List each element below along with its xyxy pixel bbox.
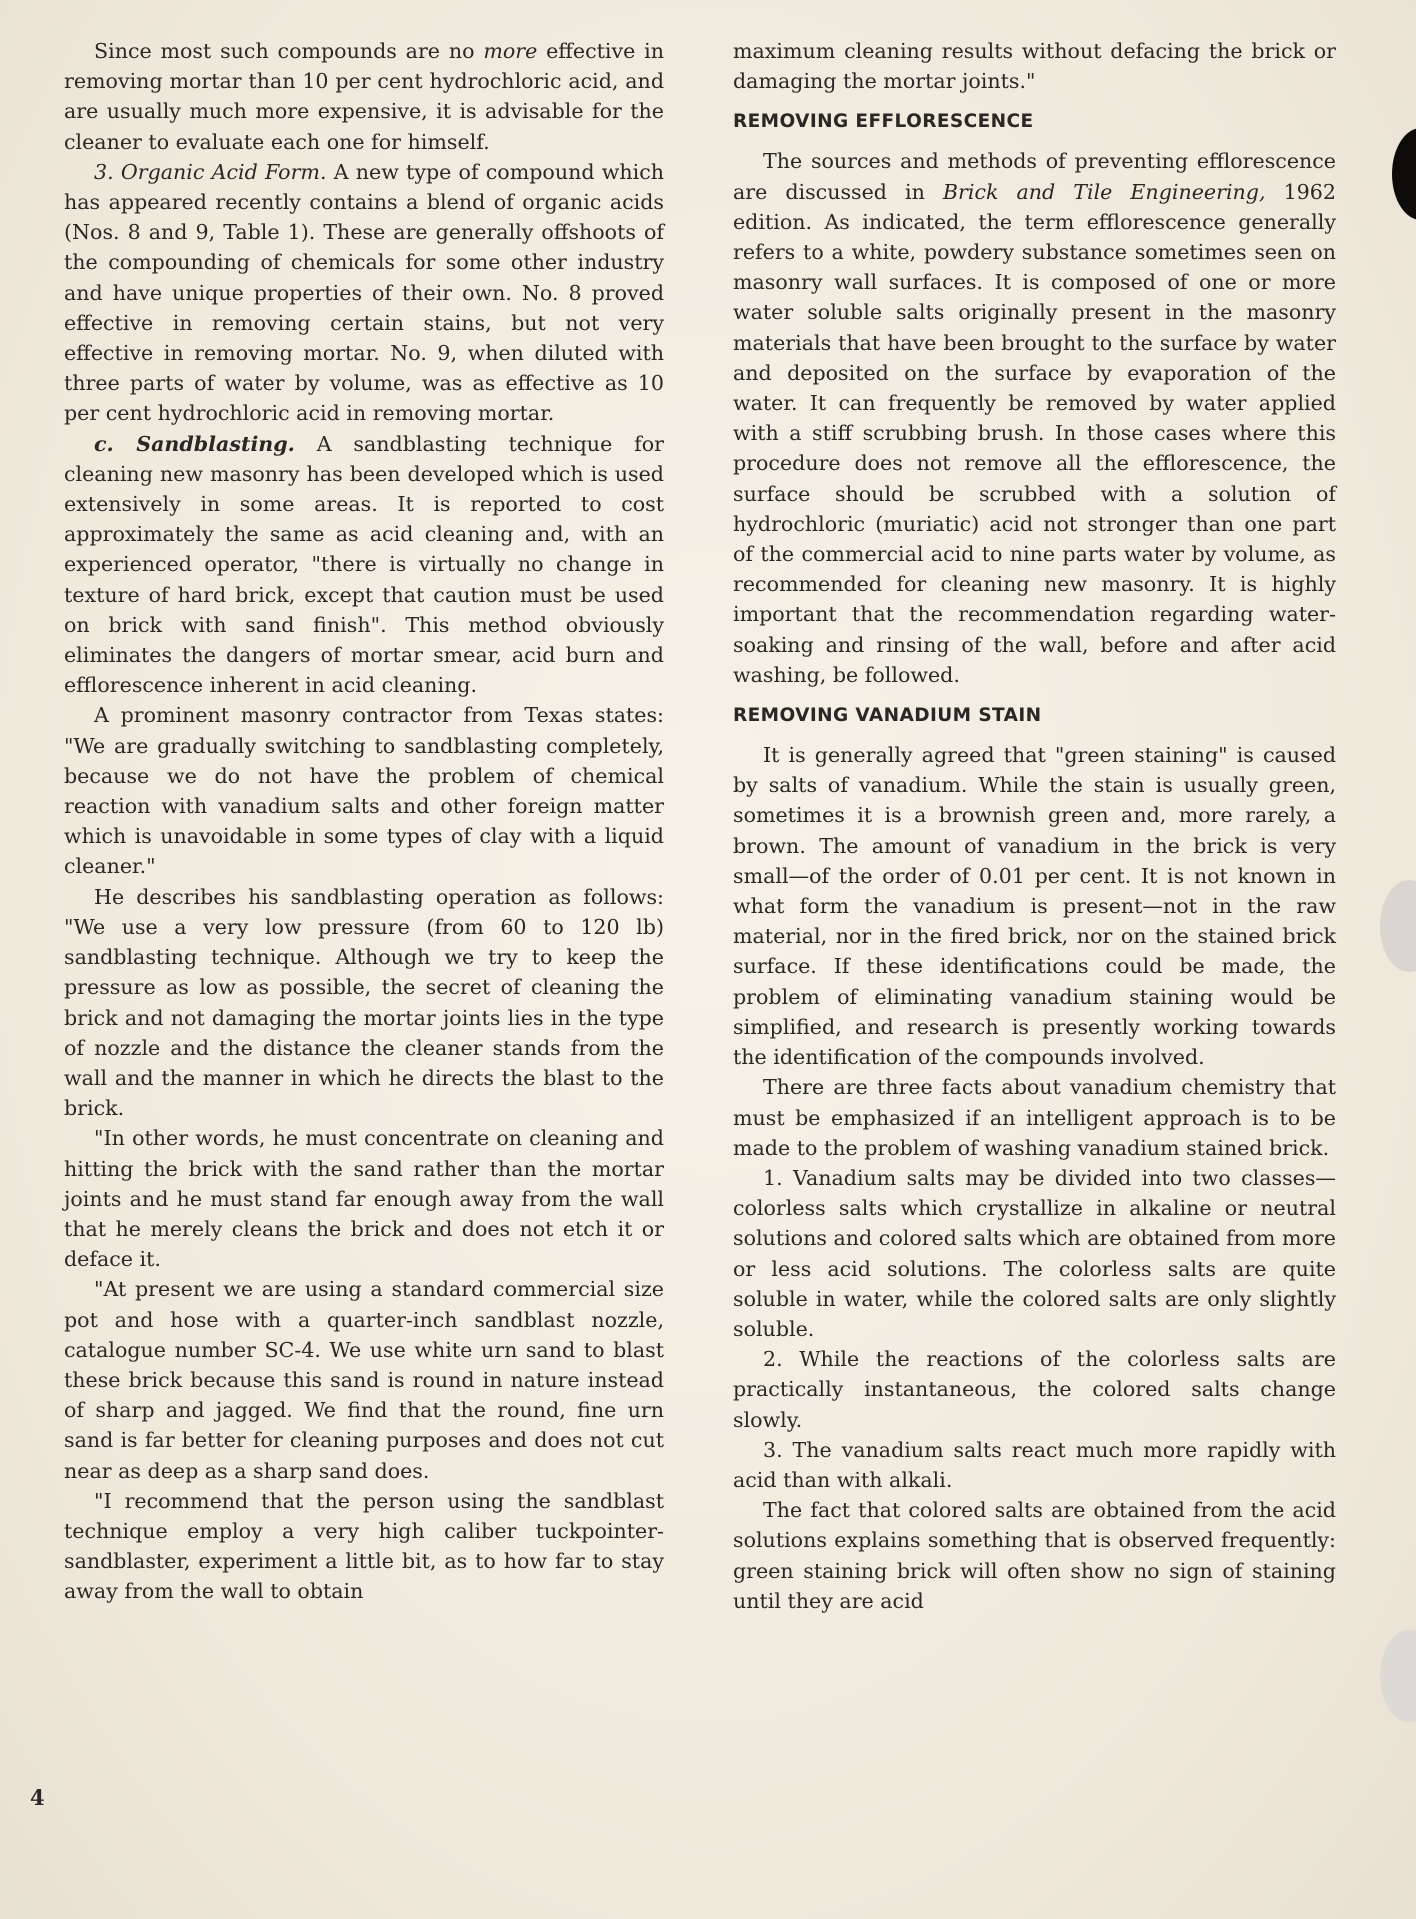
section-heading: REMOVING EFFLORESCENCE [733,111,1034,133]
paragraph: A prominent masonry contractor from Texas states: "We are gradually switching to sandblasting completely, because we do not have the problem of chemical reaction with vanadium salts and other foreign matter which is unavoidable in some types of clay with a liquid cleaner." [64,703,664,879]
page-number: 4 [30,1785,45,1810]
paragraph: 2. While the reactions of the colorless salts are practically instantaneous, the colored salts change slowly. [733,1347,1336,1432]
punch-hole-icon [1380,1630,1416,1722]
paragraph [64,157,664,429]
emphasis: Brick and Tile Engineering, [942,179,1266,204]
paragraph: The fact that colored salts are obtained from the acid solutions explains something that is observed frequently: green staining brick will often show no sign of staining until they are acid [733,1498,1336,1613]
punch-hole-icon [1392,128,1416,220]
paragraph [64,36,664,157]
run-in-heading: c. Sandblasting. [94,431,295,456]
paragraph: "In other words, he must concentrate on cleaning and hitting the brick with the sand rather than the mortar joints and he must stand far enough away from the wall that he merely cleans the brick and does not etch it or deface it. [64,1126,664,1272]
right-column [733,36,1336,1616]
section-heading: REMOVING VANADIUM STAIN [733,705,1042,727]
text-run: A new type of compound which has appeared recently contains a blend of organic acids (Nos. 8 and 9, Table 1). These are generally offshoots of the compounding of chemicals for some other industry and have unique properties of their own. No. 8 proved effective in removing certain stains, but not very effective in removing mortar. No. 9, when diluted with three parts of water by volume, was as effective as 10 per cent hydrochloric acid in removing mortar. [64,159,665,426]
paragraph: 1. Vanadium salts may be divided into two classes—colorless salts which crystallize in alkaline or neutral solutions and colored salts which are obtained from more or less acid solutions. The colorless salts are quite soluble in water, while the colored salts are only slightly soluble. [733,1165,1336,1341]
paragraph: There are three facts about vanadium chemistry that must be emphasized if an intelligent approach is to be made to the problem of washing vanadium stained brick. [733,1075,1336,1160]
paragraph [64,429,664,701]
paragraph [733,146,1336,690]
paragraph: 3. The vanadium salts react much more rapidly with acid than with alkali. [733,1437,1336,1492]
left-column [64,36,664,1607]
text-run: Since most such compounds are no [94,39,484,63]
paragraph: "I recommend that the person using the sandblast technique employ a very high caliber tuckpointer-sandblaster, experiment a little bit, as to how far to stay away from the wall to obtain [64,1488,664,1604]
paragraph: maximum cleaning results without defacing the brick or damaging the mortar joints." [733,39,1336,94]
punch-hole-icon [1380,880,1416,972]
text-run: A sandblasting technique for cleaning new masonry has been developed which is used extensively in some areas. It is reported to cost approximately the same as acid cleaning and, with an experienced operator, "there is virtually no change in texture of hard brick, except that caution must be used on brick with sand finish". This method obviously eliminates the dangers of mortar smear, acid burn and efflorescence inherent in acid cleaning. [64,431,664,698]
text-run: effective in removing mortar than 10 per cent hydrochloric acid, and are usually much more expensive, it is advisable for the cleaner to evaluate each one for himself. [64,39,664,154]
text-run: The sources and methods of preventing efflorescence are discussed in [733,149,1336,204]
paragraph: It is generally agreed that "green staining" is caused by salts of vanadium. While the stain is usually green, sometimes it is a brownish green and, more rarely, a brown. The amount of vanadium in the brick is very small—of the order of 0.01 per cent. It is not known in what form the vanadium is present—not in the raw material, nor in the fired brick, nor on the stained brick surface. If these identifications could be made, the problem of eliminating vanadium staining would be simplified, and research is presently working towards the identification of the compounds involved. [733,743,1336,1070]
paragraph: He describes his sandblasting operation as follows: "We use a very low pressure (from 60 to 120 lb) sandblasting technique. Although we try to keep the pressure as low as possible, the secret of cleaning the brick and not damaging the mortar joints lies in the type of nozzle and the distance the cleaner stands from the wall and the manner in which he directs the blast to the brick. [64,884,664,1121]
run-in-heading: 3. Organic Acid Form. [94,159,327,184]
paragraph: "At present we are using a standard commercial size pot and hose with a quarter-inch sandblast nozzle, catalogue number SC-4. We use white urn sand to blast these brick because this sand is round in nature instead of sharp and jagged. We find that the round, fine urn sand is far better for cleaning purposes and does not cut near as deep as a sharp sand does. [64,1277,664,1483]
text-run: 1962 edition. As indicated, the term efflorescence generally refers to a white, powdery substance sometimes seen on masonry wall surfaces. It is composed of one or more water soluble salts originally present in the masonry materials that have been brought to the surface by water and deposited on the surface by evaporation of the water. It can frequently be removed by water applied with a stiff scrubbing brush. In those cases where this procedure does not remove all the efflorescence, the surface should be scrubbed with a solution of hydrochloric (muriatic) acid not stronger than one part of the commercial acid to nine parts water by volume, as recommended for cleaning new masonry. It is highly important that the recommendation regarding water-soaking and rinsing of the wall, before and after acid washing, be followed. [733,179,1336,687]
emphasis: more [483,39,538,63]
